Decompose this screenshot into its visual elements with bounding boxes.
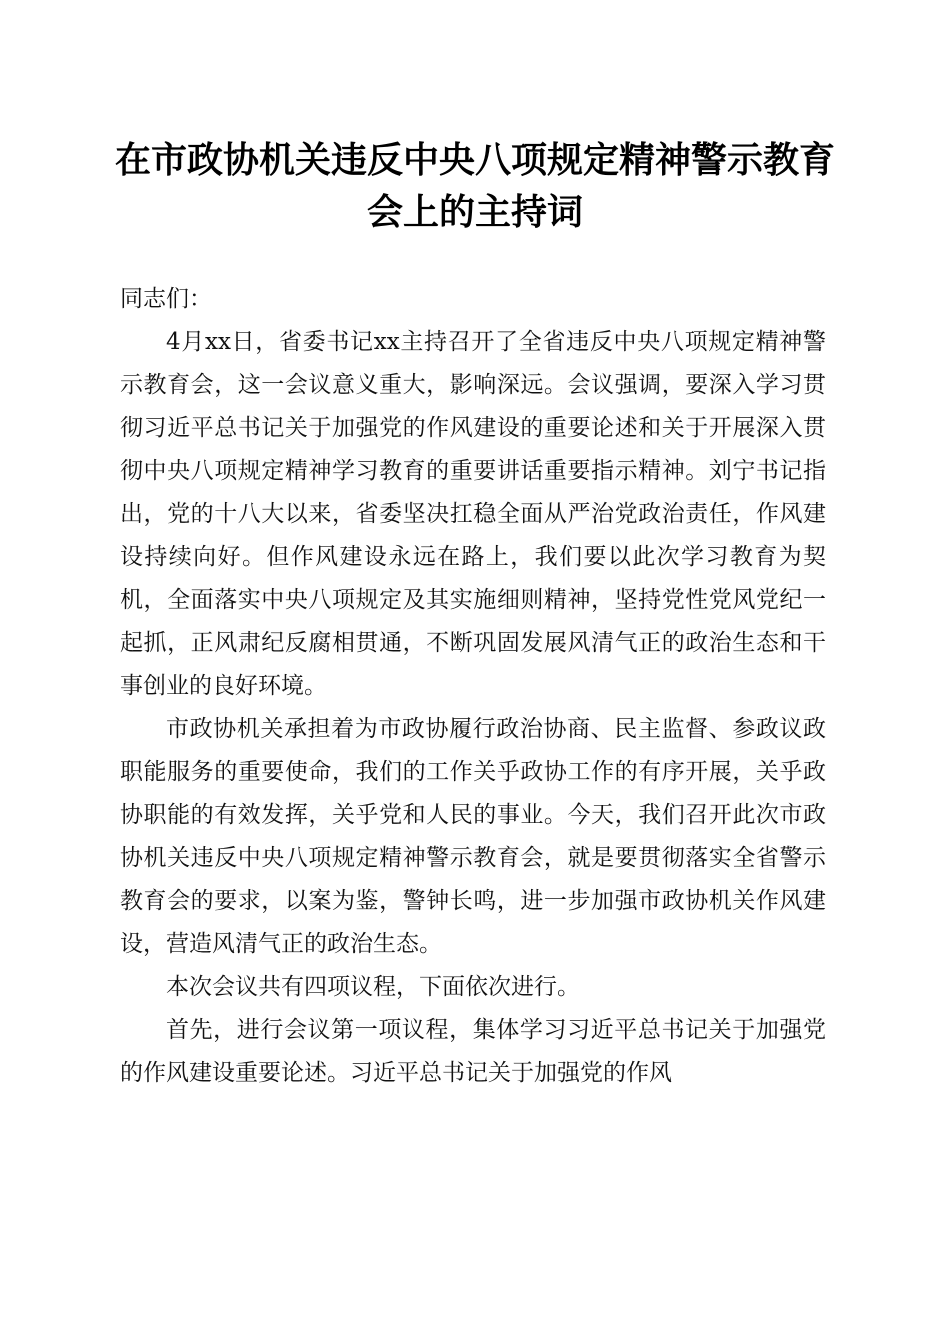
paragraph-3: 本次会议共有四项议程，下面依次进行。: [166, 974, 580, 1000]
paragraph-4: 首先，进行会议第一项议程，集体学习习近平总书记关于加强党的作风建设重要论述。习近平总书记关于加强党的作风: [120, 1017, 826, 1086]
document-title: [100, 134, 850, 238]
title-line-2: 会上的主持词: [366, 191, 583, 233]
paragraph-2: 市政协机关承担着为市政协履行政治协商、民主监督、参政议政职能服务的重要使命，我们的工作关乎政协工作的有序开展，关乎政协职能的有效发挥，关乎党和人民的事业。今天，我们召开此次市政协机关违反中央八项规定精神警示教育会，就是要贯彻落实全省警示教育会的要求，以案为鉴，警钟长鸣，进一步加强市政协机关作风建设，营造风清气正的政治生态。: [120, 716, 826, 957]
document-body: [120, 278, 826, 1095]
paragraph-1: 4月xx日，省委书记xx主持召开了全省违反中央八项规定精神警示教育会，这一会议意义重大，影响深远。会议强调，要深入学习贯彻习近平总书记关于加强党的作风建设的重要论述和关于开展深入贯彻中央八项规定精神学习教育的重要讲话重要指示精神。刘宁书记指出，党的十八大以来，省委坚决扛稳全面从严治党政治责任，作风建设持续向好。但作风建设永远在路上，我们要以此次学习教育为契机，全面落实中央八项规定及其实施细则精神，坚持党性党风党纪一起抓，正风肃纪反腐相贯通，不断巩固发展风清气正的政治生态和干事创业的良好环境。: [120, 329, 826, 699]
salutation: 同志们：: [120, 286, 212, 312]
title-line-1: 在市政协机关违反中央八项规定精神警示教育: [114, 139, 835, 181]
